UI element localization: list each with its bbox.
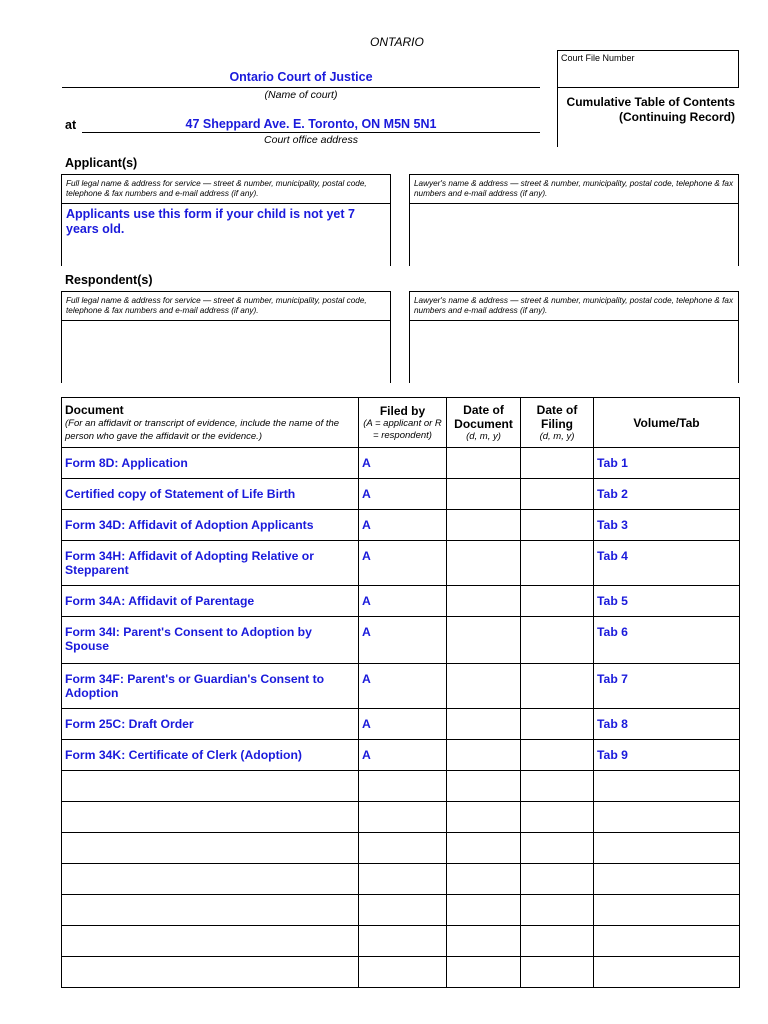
court-address-caption: Court office address bbox=[264, 134, 358, 146]
cell-date-filing[interactable] bbox=[521, 802, 594, 833]
cell-date-filing[interactable] bbox=[521, 541, 594, 586]
cell-date-document[interactable] bbox=[447, 833, 521, 864]
column-header-document bbox=[62, 398, 359, 448]
cell-date-filing[interactable] bbox=[521, 957, 594, 988]
table-row bbox=[62, 771, 740, 802]
documents-table bbox=[61, 397, 740, 988]
cell-filed-by[interactable] bbox=[359, 957, 447, 988]
table-row bbox=[62, 957, 740, 988]
cell-filed-by[interactable] bbox=[359, 771, 447, 802]
cell-date-document[interactable] bbox=[447, 802, 521, 833]
court-address-underline bbox=[82, 132, 540, 133]
province-label: ONTARIO bbox=[370, 35, 424, 49]
applicant-lawyer-box[interactable] bbox=[409, 174, 739, 266]
column-document-title: Document bbox=[65, 402, 124, 417]
respondent-party-box[interactable] bbox=[61, 291, 391, 383]
cell-filed-by[interactable]: A bbox=[359, 664, 447, 709]
table-row bbox=[62, 926, 740, 957]
column-document-sub: (For an affidavit or transcript of evidence, include the name of the person who gave the affidavit or the evidence.) bbox=[65, 417, 340, 442]
respondent-party-header: Full legal name & address for service — street & number, municipality, postal code, telephone & fax numbers and e-mail address (if any). bbox=[62, 292, 390, 321]
cell-volume-tab[interactable] bbox=[594, 833, 740, 864]
cell-document[interactable]: Form 34F: Parent's or Guardian's Consent to Adoption bbox=[62, 664, 359, 709]
table-row bbox=[62, 833, 740, 864]
cell-filed-by[interactable]: A bbox=[359, 709, 447, 740]
cell-date-document[interactable] bbox=[447, 740, 521, 771]
at-label: at bbox=[65, 118, 77, 132]
respondent-lawyer-header: Lawyer's name & address — street & number, municipality, postal code, telephone & fax numbers and e-mail address (if any). bbox=[410, 292, 738, 321]
column-header-volume-tab bbox=[594, 398, 740, 448]
table-row bbox=[62, 802, 740, 833]
column-filed-by-title: Filed by bbox=[379, 403, 426, 418]
cell-document[interactable] bbox=[62, 864, 359, 895]
cell-document[interactable]: Form 25C: Draft Order bbox=[62, 709, 359, 740]
column-filed-by-sub: (A = applicant or R = respondent) bbox=[363, 417, 442, 441]
cell-date-filing[interactable] bbox=[521, 479, 594, 510]
cell-filed-by[interactable]: A bbox=[359, 510, 447, 541]
document-title bbox=[560, 95, 735, 125]
table-row bbox=[62, 479, 740, 510]
cell-date-document[interactable] bbox=[447, 864, 521, 895]
column-date-filing-title-1: Date of bbox=[536, 402, 578, 417]
cell-volume-tab[interactable]: Tab 5 bbox=[594, 586, 740, 617]
cell-date-filing[interactable] bbox=[521, 617, 594, 664]
cell-volume-tab[interactable]: Tab 8 bbox=[594, 709, 740, 740]
column-header-filed-by bbox=[359, 398, 447, 448]
cell-document[interactable]: Form 8D: Application bbox=[62, 448, 359, 479]
cell-date-filing[interactable] bbox=[521, 926, 594, 957]
cell-date-document[interactable] bbox=[447, 479, 521, 510]
cell-date-filing[interactable] bbox=[521, 740, 594, 771]
applicant-lawyer-value bbox=[410, 204, 738, 210]
cell-volume-tab[interactable]: Tab 2 bbox=[594, 479, 740, 510]
cell-volume-tab[interactable] bbox=[594, 895, 740, 926]
cell-document[interactable]: Form 34K: Certificate of Clerk (Adoption) bbox=[62, 740, 359, 771]
document-title-line2: (Continuing Record) bbox=[619, 110, 735, 124]
table-row bbox=[62, 510, 740, 541]
court-name-caption: (Name of court) bbox=[264, 89, 338, 101]
table-row bbox=[62, 664, 740, 709]
cell-document[interactable] bbox=[62, 833, 359, 864]
cell-filed-by[interactable] bbox=[359, 802, 447, 833]
cell-volume-tab[interactable] bbox=[594, 802, 740, 833]
column-date-filing-title-2: Filing bbox=[541, 416, 573, 431]
cell-volume-tab[interactable]: Tab 3 bbox=[594, 510, 740, 541]
applicant-party-header: Full legal name & address for service — street & number, municipality, postal code, telephone & fax numbers and e-mail address (if any). bbox=[62, 175, 390, 204]
cell-date-filing[interactable] bbox=[521, 895, 594, 926]
cell-filed-by[interactable]: A bbox=[359, 541, 447, 586]
cell-document[interactable]: Form 34D: Affidavit of Adoption Applicants bbox=[62, 510, 359, 541]
cell-date-filing[interactable] bbox=[521, 664, 594, 709]
cell-date-document[interactable] bbox=[447, 617, 521, 664]
table-row bbox=[62, 740, 740, 771]
column-header-date-filing bbox=[521, 398, 594, 448]
table-row bbox=[62, 617, 740, 664]
column-date-document-sub: (d, m, y) bbox=[466, 430, 501, 442]
cell-document[interactable] bbox=[62, 771, 359, 802]
respondent-party-value bbox=[62, 321, 390, 327]
cell-document[interactable]: Form 34H: Affidavit of Adopting Relative or Stepparent bbox=[62, 541, 359, 586]
cell-date-document[interactable] bbox=[447, 957, 521, 988]
cell-volume-tab[interactable]: Tab 7 bbox=[594, 664, 740, 709]
court-file-number-label: Court File Number bbox=[561, 53, 635, 63]
cell-volume-tab[interactable] bbox=[594, 864, 740, 895]
cell-volume-tab[interactable]: Tab 4 bbox=[594, 541, 740, 586]
cell-volume-tab[interactable]: Tab 1 bbox=[594, 448, 740, 479]
cell-date-document[interactable] bbox=[447, 709, 521, 740]
cell-date-filing[interactable] bbox=[521, 771, 594, 802]
cell-volume-tab[interactable]: Tab 9 bbox=[594, 740, 740, 771]
header-divider bbox=[557, 87, 558, 147]
table-row bbox=[62, 864, 740, 895]
cell-date-filing[interactable] bbox=[521, 448, 594, 479]
cell-date-filing[interactable] bbox=[521, 833, 594, 864]
table-row bbox=[62, 448, 740, 479]
cell-date-document[interactable] bbox=[447, 926, 521, 957]
cell-filed-by[interactable]: A bbox=[359, 586, 447, 617]
column-header-date-document bbox=[447, 398, 521, 448]
applicant-party-value: Applicants use this form if your child is not yet 7 years old. bbox=[66, 207, 355, 236]
court-name-underline bbox=[62, 87, 540, 88]
cell-date-document[interactable] bbox=[447, 510, 521, 541]
cell-date-document[interactable] bbox=[447, 586, 521, 617]
document-title-line1: Cumulative Table of Contents bbox=[566, 95, 735, 109]
applicants-label: Applicant(s) bbox=[65, 156, 138, 170]
cell-filed-by[interactable] bbox=[359, 895, 447, 926]
table-row bbox=[62, 541, 740, 586]
column-date-document-title-2: Document bbox=[454, 416, 513, 431]
cell-document[interactable]: Form 34I: Parent's Consent to Adoption by Spouse bbox=[62, 617, 359, 664]
cell-document[interactable]: Form 34A: Affidavit of Parentage bbox=[62, 586, 359, 617]
table-row bbox=[62, 895, 740, 926]
cell-document[interactable] bbox=[62, 926, 359, 957]
cell-volume-tab[interactable] bbox=[594, 771, 740, 802]
cell-document[interactable] bbox=[62, 895, 359, 926]
cell-date-filing[interactable] bbox=[521, 709, 594, 740]
column-date-filing-sub: (d, m, y) bbox=[539, 430, 575, 442]
cell-volume-tab[interactable] bbox=[594, 957, 740, 988]
cell-filed-by[interactable]: A bbox=[359, 617, 447, 664]
cell-document[interactable]: Certified copy of Statement of Life Birth bbox=[62, 479, 359, 510]
cell-filed-by[interactable] bbox=[359, 926, 447, 957]
applicant-party-box[interactable] bbox=[61, 174, 391, 266]
table-row bbox=[62, 709, 740, 740]
respondent-lawyer-value bbox=[410, 321, 738, 327]
cell-date-document[interactable] bbox=[447, 895, 521, 926]
cell-document[interactable] bbox=[62, 957, 359, 988]
cell-filed-by[interactable] bbox=[359, 833, 447, 864]
cell-date-document[interactable] bbox=[447, 664, 521, 709]
respondents-label: Respondent(s) bbox=[65, 273, 153, 287]
cell-volume-tab[interactable]: Tab 6 bbox=[594, 617, 740, 664]
respondent-lawyer-box[interactable] bbox=[409, 291, 739, 383]
court-address-field[interactable]: 47 Sheppard Ave. E. Toronto, ON M5N 5N1 bbox=[185, 117, 437, 131]
cell-filed-by[interactable]: A bbox=[359, 479, 447, 510]
cell-document[interactable] bbox=[62, 802, 359, 833]
cell-date-document[interactable] bbox=[447, 541, 521, 586]
column-date-document-title-1: Date of bbox=[463, 402, 504, 417]
table-header-row bbox=[62, 398, 740, 448]
cell-date-document[interactable] bbox=[447, 448, 521, 479]
table-row bbox=[62, 586, 740, 617]
court-name-field[interactable]: Ontario Court of Justice bbox=[229, 70, 373, 84]
applicant-lawyer-header: Lawyer's name & address — street & number, municipality, postal code, telephone & fax numbers and e-mail address (if any). bbox=[410, 175, 738, 204]
cell-filed-by[interactable] bbox=[359, 864, 447, 895]
cell-date-document[interactable] bbox=[447, 771, 521, 802]
cell-date-filing[interactable] bbox=[521, 864, 594, 895]
cell-filed-by[interactable]: A bbox=[359, 740, 447, 771]
column-volume-tab-title: Volume/Tab bbox=[633, 415, 700, 430]
cell-date-filing[interactable] bbox=[521, 586, 594, 617]
cell-filed-by[interactable]: A bbox=[359, 448, 447, 479]
cell-date-filing[interactable] bbox=[521, 510, 594, 541]
cell-volume-tab[interactable] bbox=[594, 926, 740, 957]
